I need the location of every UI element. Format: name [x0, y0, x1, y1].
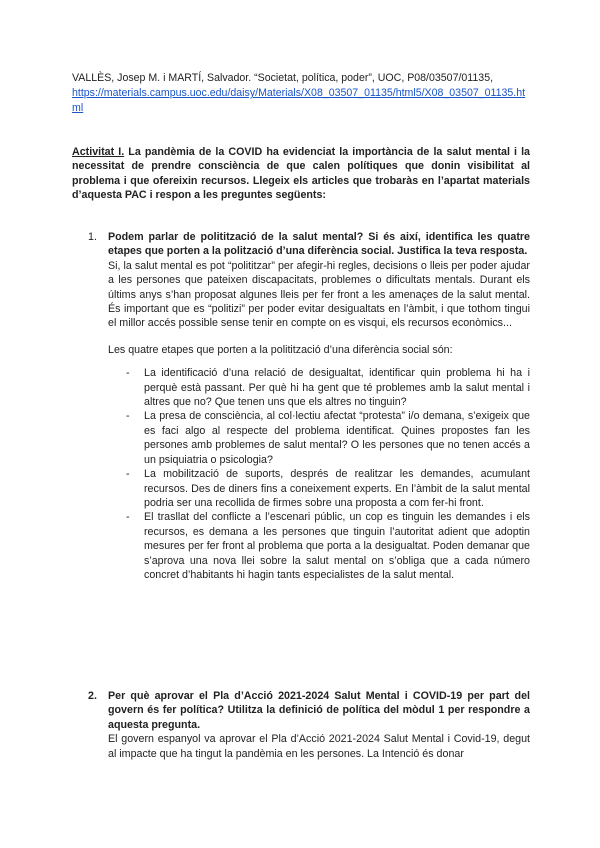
- dash-bullet: -: [126, 367, 130, 380]
- stage-text: El trasllat del conflicte a l’escenari públic, un cop es tinguin les demandes i els recursos, es demana a les persones que tinguin l’autoritat adient que adoptin mesures per fer front al problema que porta a la desigualtat. Poden demanar que s’aprova una nova llei sobre la salut mental on s’obliga que a cada número concret d’habitants hi hagin tants especialistes de la salut mental.: [144, 511, 530, 581]
- activity-text: La pandèmia de la COVID ha evidenciat la importància de la salut mental i la necessitat de prendre consciència de que calen polítiques que donin visibilitat al problema i que ofereixin recursos. Llegeix els articles que trobaràs en l’apartat materials d’aquesta PAC i respon a les preguntes següents:: [72, 146, 531, 202]
- activity-statement: [72, 145, 530, 203]
- question-2-answer: El govern espanyol va aprovar el Pla d’Acció 2021-2024 Salut Mental i Covid-19, degut al impacte que ha tingut la pandèmia en les persones. La Intenció és donar: [108, 733, 530, 760]
- reference-block: [72, 71, 532, 116]
- stages-intro: Les quatre etapes que porten a la politització d’una diferència social són:: [108, 343, 453, 356]
- question-2: [88, 689, 530, 761]
- question-1: [88, 230, 530, 582]
- reference-link[interactable]: https://materials.campus.uoc.edu/daisy/Materials/X08_03507_01135/html5/X08_03507_01135.html: [72, 87, 526, 114]
- list-item: [108, 510, 530, 582]
- stages-list: [108, 366, 530, 582]
- reference-citation: VALLÈS, Josep M. i MARTÍ, Salvador. “Societat, política, poder”, UOC, P08/03507/01135,: [72, 72, 494, 84]
- question-1-title: Podem parlar de politització de la salut mental? Si és així, identifica les quatre etapes que porten a la polització d’una diferència social. Justifica la teva resposta.: [108, 231, 530, 258]
- dash-bullet: -: [126, 410, 130, 423]
- list-item: [108, 467, 530, 510]
- question-1-answer: Si, la salut mental es pot “polititzar” per afegir-hi regles, decisions o lleis per poder ajudar a les persones que pateixen discapacitats, problemes o dificultats mentals. Durant els últims anys s’han proposat algunes lleis per fer front a les amenaçes de la salut mental. És important que es “politizi” per poder evitar desigualtats en l’àmbit, i que tothom tingui el millor accés possible sense tenir en compte on es visqui, els recursos econòmics...: [108, 259, 530, 330]
- dash-bullet: -: [126, 468, 130, 481]
- dash-bullet: -: [126, 511, 130, 524]
- activity-label: Activitat I.: [72, 146, 125, 158]
- stage-text: La identificació d’una relació de desigualtat, identificar quin problema hi ha i perquè està passant. Per què hi ha gent que té problemes amb la salut mental i altres que no? Que tenen uns que els altres no tinguin?: [144, 367, 530, 409]
- question-2-title: Per què aprovar el Pla d’Acció 2021-2024 Salut Mental i COVID-19 per part del govern és fer política? Utilitza la definició de política del mòdul 1 per respondre a aquesta pregunta.: [108, 690, 530, 731]
- question-2-number: 2.: [88, 690, 97, 702]
- stage-text: La presa de consciència, al col·lectiu afectat “protesta” i/o demana, s’exigeix que es faci algo al respecte del problema identificat. Quines propostes fan les persones amb problemes de salut mental? O les persones que no tenen accés a un psiquiatria o psicologia?: [144, 410, 530, 466]
- stage-text: La mobilització de suports, després de realitzar les demandes, acumulant recursos. Des de diners fins a coneixement experts. En l’àmbit de la salut mental podria ser una recollida de firmes sobre una proposta a com fer-hi front.: [144, 468, 530, 509]
- list-item: [108, 366, 530, 409]
- question-1-number: 1.: [88, 231, 97, 243]
- list-item: [108, 409, 530, 467]
